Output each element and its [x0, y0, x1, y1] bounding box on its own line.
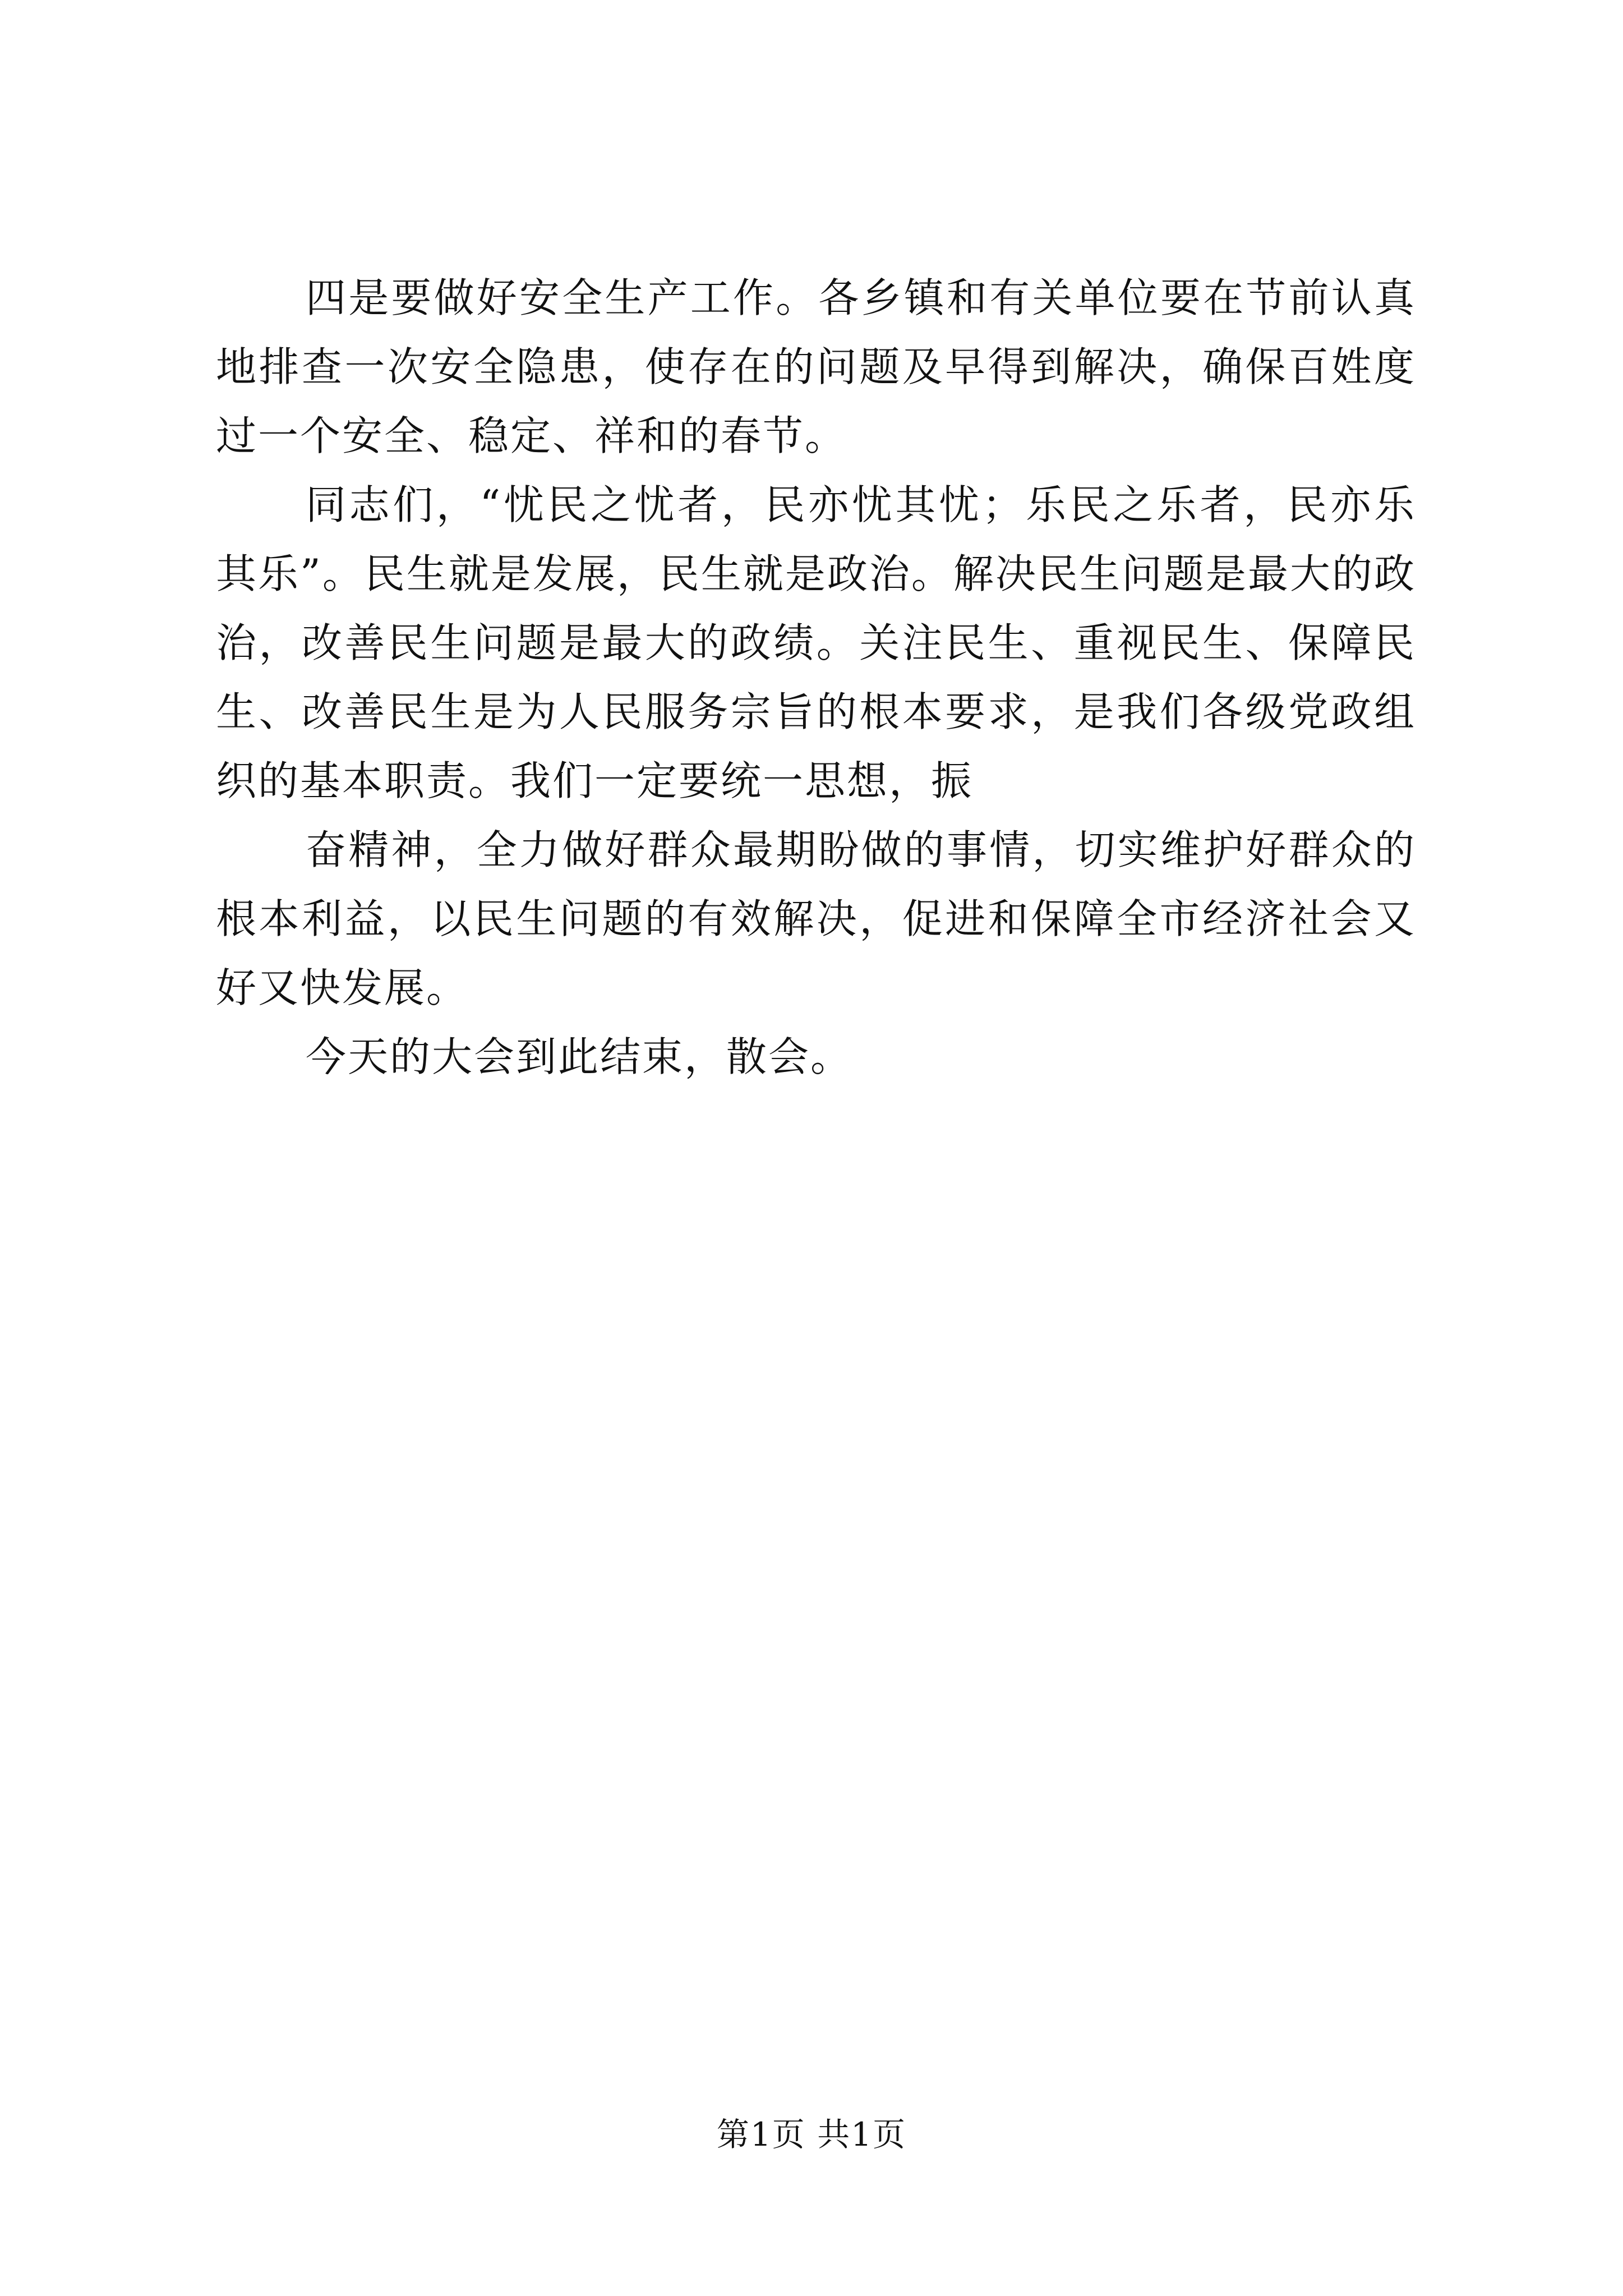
paragraph-livelihood: 同志们，“忧民之忧者，民亦忧其忧；乐民之乐者，民亦乐其乐”。民生就是发展，民生就是政治。解决民生问题是最大的政治，改善民生问题是最大的政绩。关注民生、重视民生、保障民生、改善民生是为人民服务宗旨的根本要求，是我们各级党政组织的基本职责。我们一定要统一思想，振 [216, 481, 1416, 804]
document-body [216, 264, 1416, 1092]
paragraph-closing: 今天的大会到此结束，散会。 [306, 1033, 853, 1080]
page-footer: 第1页 共1页 [716, 2115, 907, 2154]
paragraph-spirit: 奋精神，全力做好群众最期盼做的事情，切实维护好群众的根本利益，以民生问题的有效解决，促进和保障全市经济社会又好又快发展。 [216, 826, 1416, 1011]
paragraph-safety-work: 四是要做好安全生产工作。各乡镇和有关单位要在节前认真地排查一次安全隐患，使存在的问题及早得到解决，确保百姓度过一个安全、稳定、祥和的春节。 [216, 274, 1416, 459]
